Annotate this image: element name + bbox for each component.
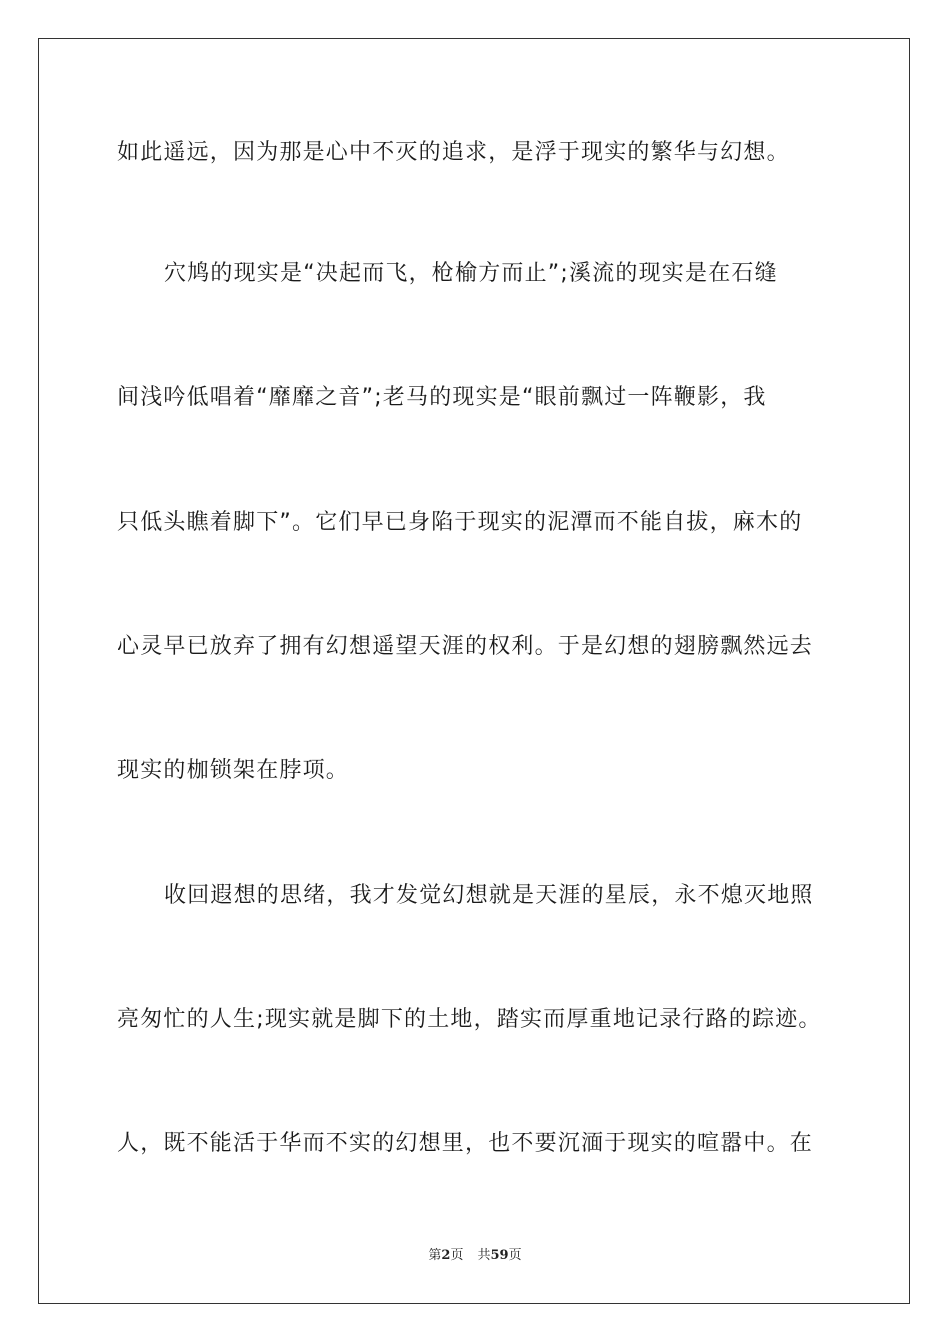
text-line-7: 收回遐想的思绪，我才发觉幻想就是天涯的星辰，永不熄灭地照 xyxy=(164,883,814,908)
page-number: 2 xyxy=(441,1248,451,1263)
page-frame xyxy=(38,38,910,1304)
text-line-9: 人，既不能活于华而不实的幻想里，也不要沉湎于现实的喧嚣中。在 xyxy=(117,1131,814,1156)
text-line-2: 穴鸠的现实是“决起而飞，枪榆方而止”;溪流的现实是在石缝 xyxy=(164,261,778,286)
text-line-1: 如此遥远，因为那是心中不灭的追求，是浮于现实的繁华与幻想。 xyxy=(117,140,790,165)
total-suffix: 页 xyxy=(508,1248,522,1263)
page-suffix: 页 xyxy=(450,1248,464,1263)
text-line-3: 间浅吟低唱着“靡靡之音”;老马的现实是“眼前飘过一阵鞭影，我 xyxy=(117,385,767,410)
total-pages: 59 xyxy=(490,1248,509,1263)
text-line-4: 只低头瞧着脚下”。它们早已身陷于现实的泥潭而不能自拔，麻木的 xyxy=(117,510,803,535)
page-footer xyxy=(0,1247,950,1265)
text-line-5: 心灵早已放弃了拥有幻想遥望天涯的权利。于是幻想的翅膀飘然远去 xyxy=(117,634,814,659)
text-line-8: 亮匆忙的人生;现实就是脚下的土地，踏实而厚重地记录行路的踪迹。 xyxy=(117,1007,822,1032)
text-line-6: 现实的枷锁架在脖项。 xyxy=(117,758,350,783)
total-prefix: 共 xyxy=(477,1248,491,1263)
page-prefix: 第 xyxy=(428,1248,442,1263)
